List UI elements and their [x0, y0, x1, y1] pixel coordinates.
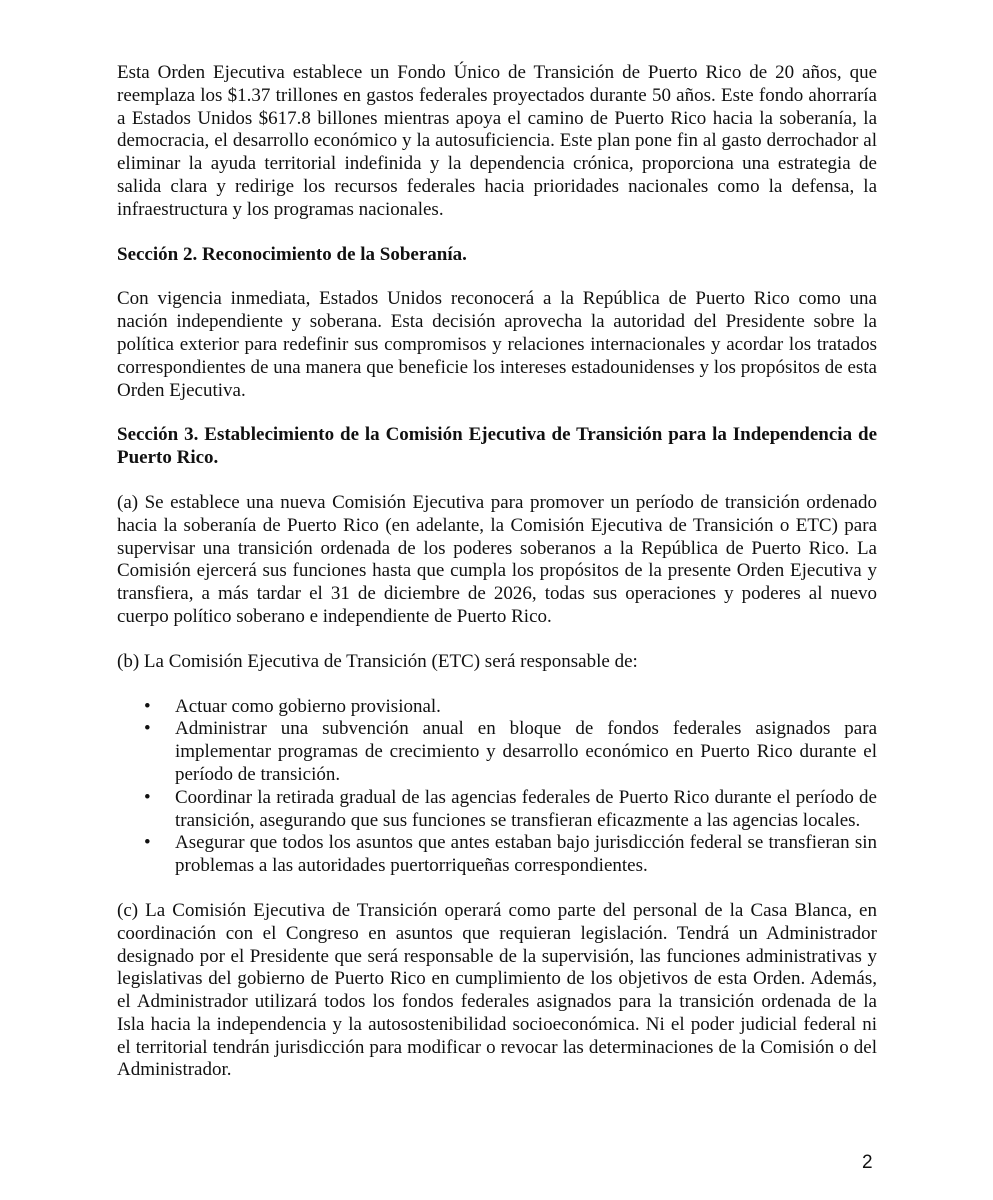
page-number: 2 — [862, 1152, 873, 1173]
bullet-icon: • — [144, 832, 151, 854]
bullet-icon: • — [144, 786, 151, 808]
intro-paragraph: Esta Orden Ejecutiva establece un Fondo Único de Transición de Puerto Rico de 20 años, que reemplaza los $1.37 trillones en gastos federales proyectados durante 50 años. Este fondo ahorraría a Estados Unidos $617.8 billones mientras apoya el camino de Puerto Rico hacia la soberanía, la democracia, el desarrollo económico y la autosuficiencia. Este plan pone fin al gasto derrochador al eliminar la ayuda territorial indefinida y la dependencia crónica, proporciona una estrategia de salida clara y redirige los recursos federales hacia prioridades nacionales como la defensa, la infraestructura y los programas nacionales. — [117, 62, 877, 220]
responsibilities-list — [117, 696, 877, 878]
section-3-paragraph-b: (b) La Comisión Ejecutiva de Transición (ETC) será responsable de: — [117, 650, 638, 672]
bullet-icon: • — [144, 695, 151, 717]
document-page — [117, 62, 877, 1082]
section-3-paragraph-a: (a) Se establece una nueva Comisión Ejecutiva para promover un período de transición ordenado hacia la soberanía de Puerto Rico (en adelante, la Comisión Ejecutiva de Transición o ETC) para supervisar una transición ordenada de los poderes soberanos a la República de Puerto Rico. La Comisión ejercerá sus funciones hasta que cumpla los propósitos de la presente Orden Ejecutiva y transfiera, a más tardar el 31 de diciembre de 2026, todas sus operaciones y poderes al nuevo cuerpo político soberano e independiente de Puerto Rico. — [117, 491, 877, 627]
section-3-heading: Sección 3. Establecimiento de la Comisión Ejecutiva de Transición para la Independencia de Puerto Rico. — [117, 424, 877, 469]
section-2-heading: Sección 2. Reconocimiento de la Soberanía. — [117, 243, 467, 265]
list-item — [117, 718, 877, 786]
section-2-paragraph: Con vigencia inmediata, Estados Unidos reconocerá a la República de Puerto Rico como una nación independiente y soberana. Esta decisión aprovecha la autoridad del Presidente sobre la política exterior para redefinir sus compromisos y relaciones internacionales y acordar los tratados correspondientes de una manera que beneficie los intereses estadounidenses y los propósitos de esta Orden Ejecutiva. — [117, 288, 877, 401]
list-item-text: Administrar una subvención anual en bloque de fondos federales asignados para implementar programas de crecimiento y desarrollo económico en Puerto Rico durante el período de transición. — [175, 718, 877, 785]
list-item-text: Asegurar que todos los asuntos que antes estaban bajo jurisdicción federal se transfieran sin problemas a las autoridades puertorriqueñas correspondientes. — [175, 832, 877, 877]
bullet-icon: • — [144, 718, 151, 740]
list-item — [117, 787, 877, 833]
list-item — [117, 696, 877, 719]
list-item-text: Actuar como gobierno provisional. — [175, 695, 441, 717]
list-item-text: Coordinar la retirada gradual de las agencias federales de Puerto Rico durante el período de transición, asegurando que sus funciones se transfieran eficazmente a las agencias locales. — [175, 786, 877, 831]
list-item — [117, 832, 877, 878]
section-3-paragraph-c: (c) La Comisión Ejecutiva de Transición operará como parte del personal de la Casa Blanca, en coordinación con el Congreso en asuntos que requieran legislación. Tendrá un Administrador designado por el Presidente que será responsable de la supervisión, las funciones administrativas y legislativas del gobierno de Puerto Rico en cumplimiento de los objetivos de esta Orden. Además, el Administrador utilizará todos los fondos federales asignados para la transición ordenada de la Isla hacia la independencia y la autosostenibilidad socioeconómica. Ni el poder judicial federal ni el territorial tendrán jurisdicción para modificar o revocar las determinaciones de la Comisión o del Administrador. — [117, 899, 877, 1081]
